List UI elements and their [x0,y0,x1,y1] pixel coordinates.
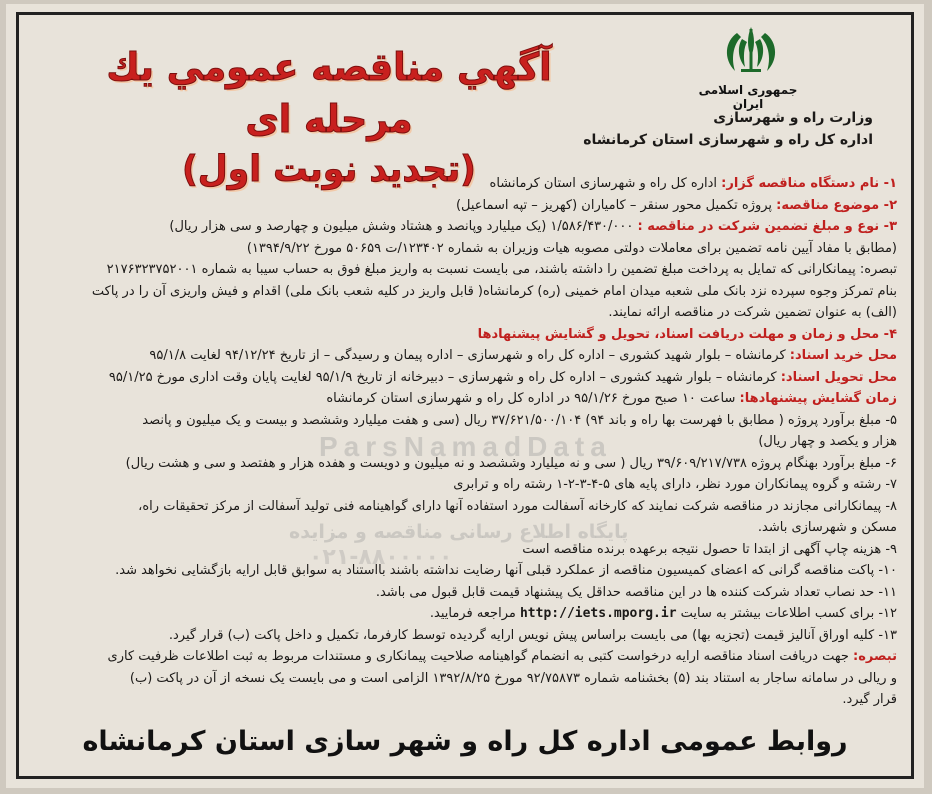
watermark: ParsNamadData [319,431,612,462]
tender-line-text: و ریالی در سامانه ساجار به استناد بند (۵) بخشنامه شماره ۹۲/۷۵۸۷۳ مورخ ۱۳۹۲/۸/۲۵ الزامی است و می بایست یک نسخه از آن در پاکت (ب) [129,670,897,686]
tender-line [33,496,897,518]
tender-line [33,453,897,475]
tender-line [33,410,897,432]
tender-line [33,689,897,711]
tender-title-line2: (تجدید نوبت اول) [182,149,476,190]
tender-line-text: ۷- رشته و گروه پیمانکاران مورد نظر، دارای پایه های ۵-۴-۳-۲-۱ رشته راه و ترابری [453,477,897,492]
tender-line-text: تبصره: پیمانکارانی که تمایل به پرداخت مبلغ تضمین را داشته باشند، می بایست نسبت به واریز مبلغ فوق به حساب سیبا به شماره ۲۱۷۶۳۲۳۷۵۲۰۰۱ [106,262,897,277]
tender-line-text: ۹- هزینه چاپ آگهی از ابتدا تا حصول نتیجه برعهده برنده مناقصه است [522,541,897,557]
tender-line [33,431,897,453]
tender-body [33,173,897,711]
tender-line [33,259,897,281]
advertisement-frame [16,12,914,779]
tender-line [33,474,897,496]
tender-line-text: (الف) به عنوان تضمین شرکت در مناقصه ارائه نمایند. [608,305,897,320]
tender-line-text: مسکن و شهرسازی باشد. [757,520,897,535]
stamp-phone: ۰۲۱-۸۸۰۰۰۰۰ [309,545,453,570]
tender-line-text: هزار و یکصد و چهار ریال) [758,434,897,449]
tender-line [33,324,897,346]
tender-line-text: کرمانشاه – بلوار شهید کشوری – اداره کل راه و شهرسازی – اداره پیمان و رسیدگی – از تاریخ ۹۴/۱۲/۲۴ لغایت ۹۵/۱/۸ [149,348,790,363]
tender-line-label: ۲- موضوع مناقصه: [776,197,897,213]
tender-line [33,173,897,195]
tender-line-label: تبصره: [853,649,897,664]
tender-line [33,603,897,625]
tender-line [33,646,897,668]
tender-line [33,302,897,324]
tender-line-text: ۱/۵۸۶/۴۳۰/۰۰۰ (یک میلیارد وپانصد و هشتاد وشش میلیون و چهارصد و سی هزار ریال) [169,219,638,234]
ministry-block [583,107,873,151]
tender-line-text: ۱۰- پاکت مناقصه گرانی که اعضای کمیسیون مناقصه از عملکرد قبلی آنها رضایت نداشته باشند بااستناد به سوابق قابل ارایه بازگشایی نخواهد شد. [115,563,897,578]
tender-line-text: اداره کل راه و شهرسازی استان کرمانشاه [489,176,722,191]
tender-line-text: ۱۱- حد نصاب تعداد شرکت کننده ها در این مناقصه حداقل یک پیشنهاد قیمت قابل قبول می باشد. [375,584,897,600]
tender-line-text: ۶- مبلغ برآورد بهنگام پروژه ۳۹/۶۰۹/۲۱۷/۷۳۸ ریال ( سی و نه میلیارد وششصد و نه میلیون و دویست و هفده هزار و هفتصد و سی و هشت ریال) [125,455,897,471]
tender-line-label: زمان گشایش پیشنهادها: [739,391,897,406]
tender-line [33,517,897,539]
tender-line-text: پروژه تکمیل محور سنقر – کامیاران (کهریز – تپه اسماعیل) [455,197,777,213]
tender-line-text: قرار گیرد. [842,692,897,707]
footer-public-relations: روابط عمومی اداره کل راه و شهر سازی استان کرمانشاه [82,726,848,757]
tender-line-text-after: مراجعه فرمایید. [429,606,520,621]
stamp-text: پایگاه اطلاع رسانی مناقصه و مزایده [289,521,629,543]
tender-line-label: ۳- نوع و مبلغ تضمین شرکت در مناقصه : [637,219,897,234]
tender-line [33,195,897,217]
tender-line [33,539,897,561]
tender-line-text: ۱۲- برای کسب اطلاعات بیشتر به سایت [680,606,897,621]
tender-line [33,668,897,690]
tender-line-label: محل تحویل اسناد: [780,369,897,385]
tender-line-label: محل خرید اسناد: [789,348,897,363]
iran-emblem-icon [711,23,791,83]
tender-title [49,41,609,195]
tender-line-text: کرمانشاه – بلوار شهید کشوری – اداره کل راه و شهرسازی – دبیرخانه از تاریخ ۹۵/۱/۹ لغایت پایان وقت اداری مورخ ۹۵/۱/۲۵ [108,369,781,385]
republic-label: جمهوری اسلامی ایران [698,83,798,111]
tender-line [33,345,897,367]
tender-line [33,625,897,647]
tender-line-text: ۱۳- کلیه اوراق آنالیز قیمت (تجزیه بها) می بایست براساس پیش نویس ارایه گردیده توسط کارفرما، تکمیل و داخل پاکت (ب) قرار گیرد. [168,627,897,643]
tender-line-label: ۱- نام دستگاه مناقصه گزار: [721,176,897,191]
tender-line [33,281,897,303]
tender-line [33,216,897,238]
tender-line [33,582,897,604]
tender-line [33,388,897,410]
tender-title-line1: آگهي مناقصه عمومي يك مرحله ای [106,45,552,141]
tender-line-text: ساعت ۱۰ صبح مورخ ۹۵/۱/۲۶ در اداره کل راه و شهرسازی استان کرمانشاه [326,391,740,406]
tender-line-text: ۸- پیمانکارانی مجازند در مناقصه شرکت نمایند که کارخانه آسفالت مورد استفاده آنها دارای گواهینامه فنی تولید آسفالت از مرکز تحقیقات راه، [138,498,897,514]
tender-line [33,238,897,260]
tender-line-text: (مطابق با مفاد آیین نامه تضمین برای معاملات دولتی مصوبه هیات وزیران به شماره ۱۲۳۴۰۲/ت ۵۰۶۵۹ مورخ ۱۳۹۴/۹/۲۲) [246,240,897,256]
website-link[interactable]: http://iets.mporg.ir [519,606,677,621]
advertisement-sheet [6,4,924,788]
department-name: اداره کل راه و شهرسازی استان کرمانشاه [583,132,873,148]
tender-line-label: ۴- محل و زمان و مهلت دریافت اسناد، تحویل و گشایش پیشنهادها [477,326,897,342]
ministry-name: وزارت راه و شهرسازی [713,110,873,126]
tender-line-text: ۵- مبلغ برآورد پروژه ( مطابق با فهرست بها راه و باند ۹۴) ۳۷/۶۲۱/۵۰۰/۱۰۴ ریال (سی و هفت میلیارد وششصد و بیست و یک میلیون و پانصد [142,412,897,428]
tender-line [33,367,897,389]
tender-line-text: جهت دریافت اسناد مناقصه ارایه درخواست کتبی به انضمام گواهینامه صلاحیت پیمانکاری و مستندات مربوط به ثبت اطلاعات ظرفیت کاری [107,649,854,664]
tender-line [33,560,897,582]
tender-line-text: بنام تمرکز وجوه سپرده نزد بانک ملی شعبه میدان امام خمینی (ره) کرمانشاه( قابل واریز در کلیه شعب بانک ملی) اقدام و فیش واریزی آن را در پاکت [91,283,897,299]
